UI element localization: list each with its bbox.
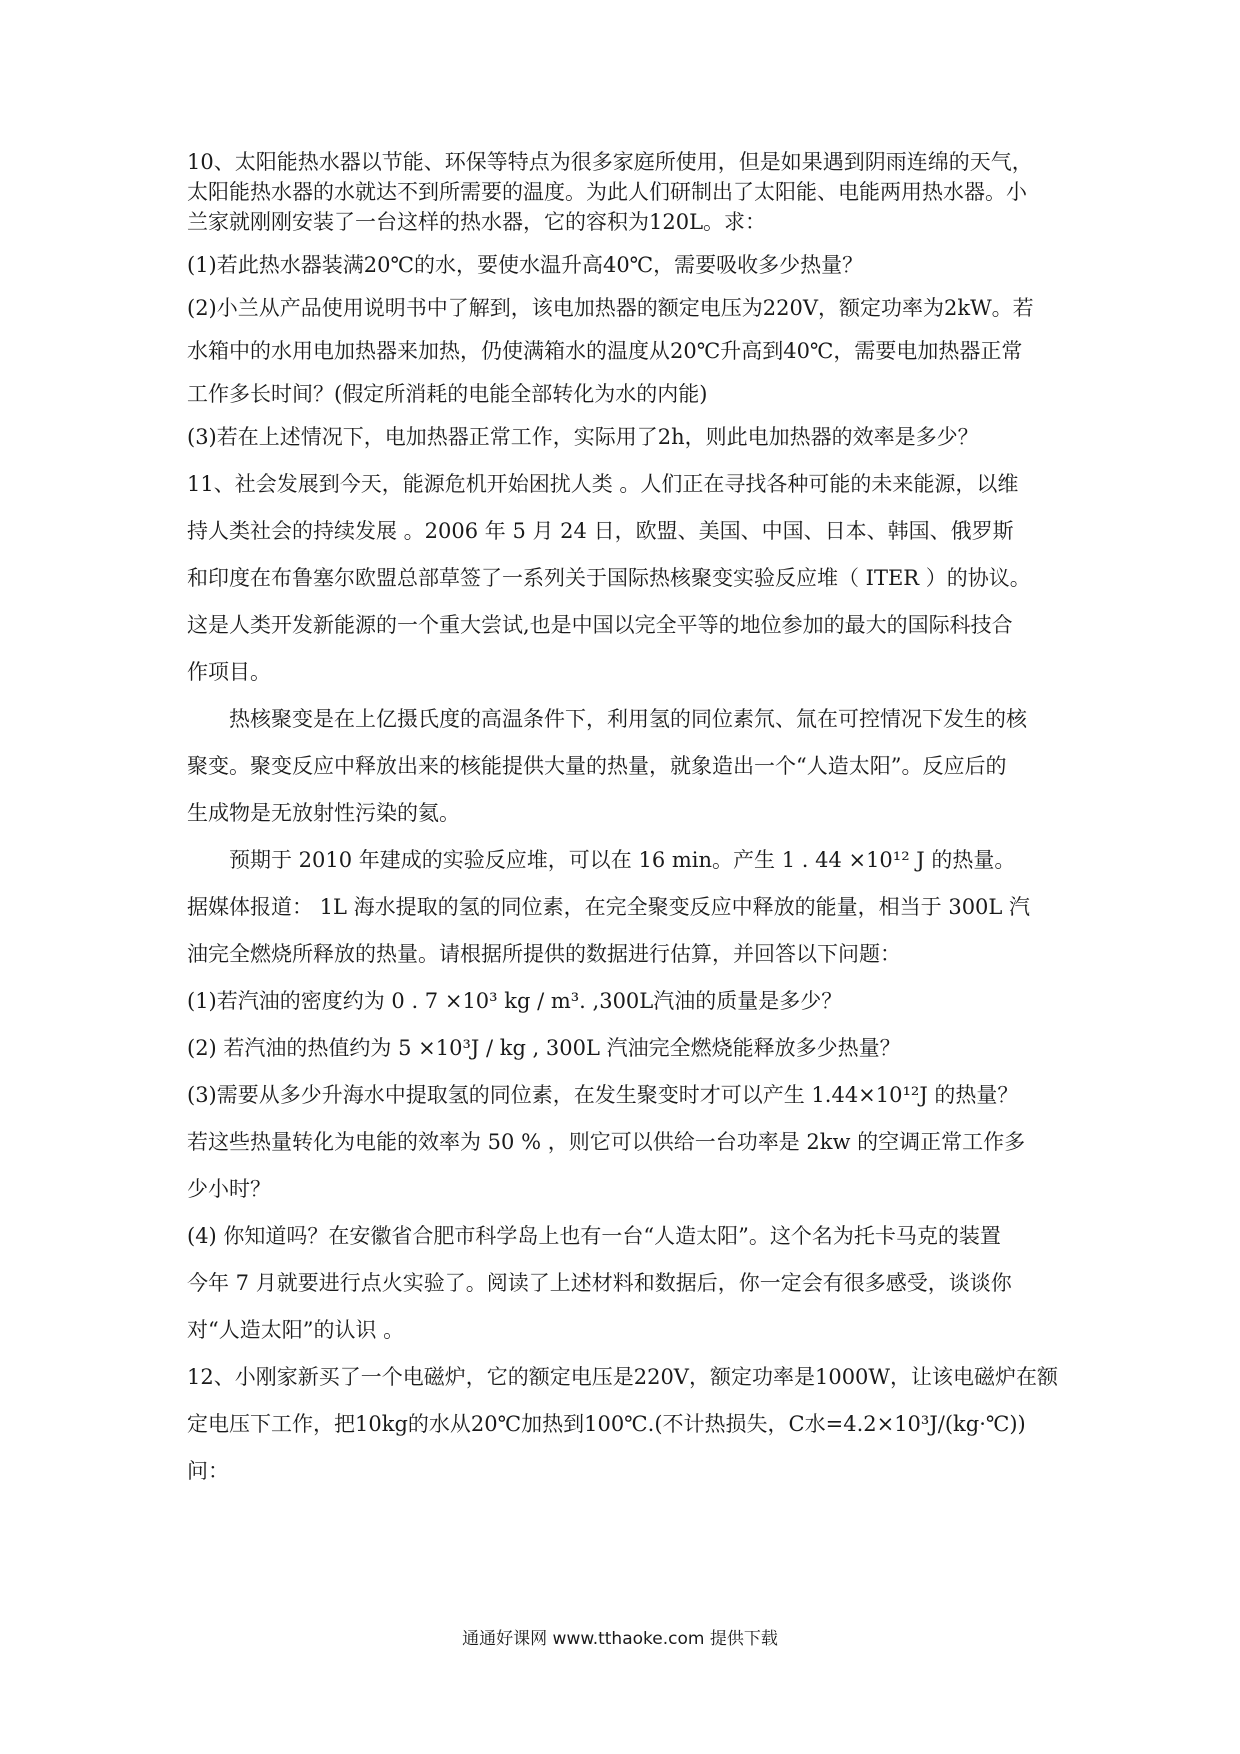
q10-sub2-line-1: (2)小兰从产品使用说明书中了解到，该电加热器的额定电压为220V，额定功率为2kW。若 [187, 296, 1034, 320]
q10-sub3: (3)若在上述情况下，电加热器正常工作，实际用了2h，则此电加热器的效率是多少？ [187, 425, 979, 449]
q10-line-2: 太阳能热水器的水就达不到所需要的温度。为此人们研制出了太阳能、电能两用热水器。小 [187, 180, 1027, 204]
q10-sub2-line-2: 水箱中的水用电加热器来加热，仍使满箱水的温度从20℃升高到40℃，需要电加热器正常 [187, 339, 1023, 363]
q11-para2-line-3: 生成物是无放射性污染的氦。 [187, 801, 460, 825]
q11-sub4-line-1: (4) 你知道吗？在安徽省合肥市科学岛上也有一台“人造太阳”。这个名为托卡马克的装置 [187, 1224, 1001, 1248]
q11-para2-line-1: 热核聚变是在上亿摄氏度的高温条件下，利用氢的同位素氘、氚在可控情况下发生的核 [229, 707, 1027, 731]
q11-line-5: 作项目。 [187, 660, 271, 684]
q10-sub1: (1)若此热水器装满20℃的水，要使水温升高40℃，需要吸收多少热量？ [187, 253, 864, 277]
q12-line-1: 12、小刚家新买了一个电磁炉，它的额定电压是220V，额定功率是1000W，让该电磁炉在额 [187, 1365, 1058, 1389]
q11-para3-line-1: 预期于 2010 年建成的实验反应堆，可以在 16 min。产生 1 . 44 ×10¹² J 的热量。 [229, 848, 1016, 872]
q11-sub3-line-3: 少小时？ [187, 1177, 271, 1201]
q11-sub3-line-2: 若这些热量转化为电能的效率为 50 % ，则它可以供给一台功率是 2kw 的空调正常工作多 [187, 1130, 1026, 1154]
q11-para3-line-2: 据媒体报道： 1L 海水提取的氢的同位素，在完全聚变反应中释放的能量，相当于 300L 汽 [187, 895, 1031, 919]
q10-line-1: 10、太阳能热水器以节能、环保等特点为很多家庭所使用，但是如果遇到阴雨连绵的天气， [187, 150, 1033, 174]
q12-line-2: 定电压下工作，把10kg的水从20℃加热到100℃.(不计热损失，C水=4.2×10³J/(kg·℃)) [187, 1412, 1026, 1436]
q11-sub2: (2) 若汽油的热值约为 5 ×10³J / kg , 300L 汽油完全燃烧能释放多少热量？ [187, 1036, 901, 1060]
page-footer: 通通好课网 www.tthaoke.com 提供下载 [462, 1629, 778, 1649]
q11-line-4: 这是人类开发新能源的一个重大尝试,也是中国以完全平等的地位参加的最大的国际科技合 [187, 613, 1013, 637]
document-content [187, 147, 1057, 1486]
q11-sub4-line-2: 今年 7 月就要进行点火实验了。阅读了上述材料和数据后，你一定会有很多感受，谈谈你 [187, 1271, 1012, 1295]
q11-sub3-line-1: (3)需要从多少升海水中提取氢的同位素，在发生聚变时才可以产生 1.44×10¹²J 的热量？ [187, 1083, 1019, 1107]
q11-line-1: 11、社会发展到今天，能源危机开始困扰人类 。人们正在寻找各种可能的未来能源，以维 [187, 472, 1019, 496]
q11-para2-line-2: 聚变。聚变反应中释放出来的核能提供大量的热量，就象造出一个“人造太阳”。反应后的 [187, 754, 1007, 778]
q11-line-3: 和印度在布鲁塞尔欧盟总部草签了一系列关于国际热核聚变实验反应堆（ ITER ）的协议。 [187, 566, 1031, 590]
q10-sub2-line-3: 工作多长时间？(假定所消耗的电能全部转化为水的内能) [187, 382, 708, 406]
q11-para3-line-3: 油完全燃烧所释放的热量。请根据所提供的数据进行估算，并回答以下问题： [187, 942, 901, 966]
q11-sub1: (1)若汽油的密度约为 0 . 7 ×10³ kg / m³. ,300L汽油的质量是多少？ [187, 989, 843, 1013]
q11-line-2: 持人类社会的持续发展 。2006 年 5 月 24 日，欧盟、美国、中国、日本、韩国、俄罗斯 [187, 519, 1014, 543]
q11-sub4-line-3: 对“人造太阳”的认识 。 [187, 1318, 405, 1342]
q10-line-3: 兰家就刚刚安装了一台这样的热水器，它的容积为120L。求： [187, 210, 767, 234]
q12-line-3: 问： [187, 1459, 229, 1483]
